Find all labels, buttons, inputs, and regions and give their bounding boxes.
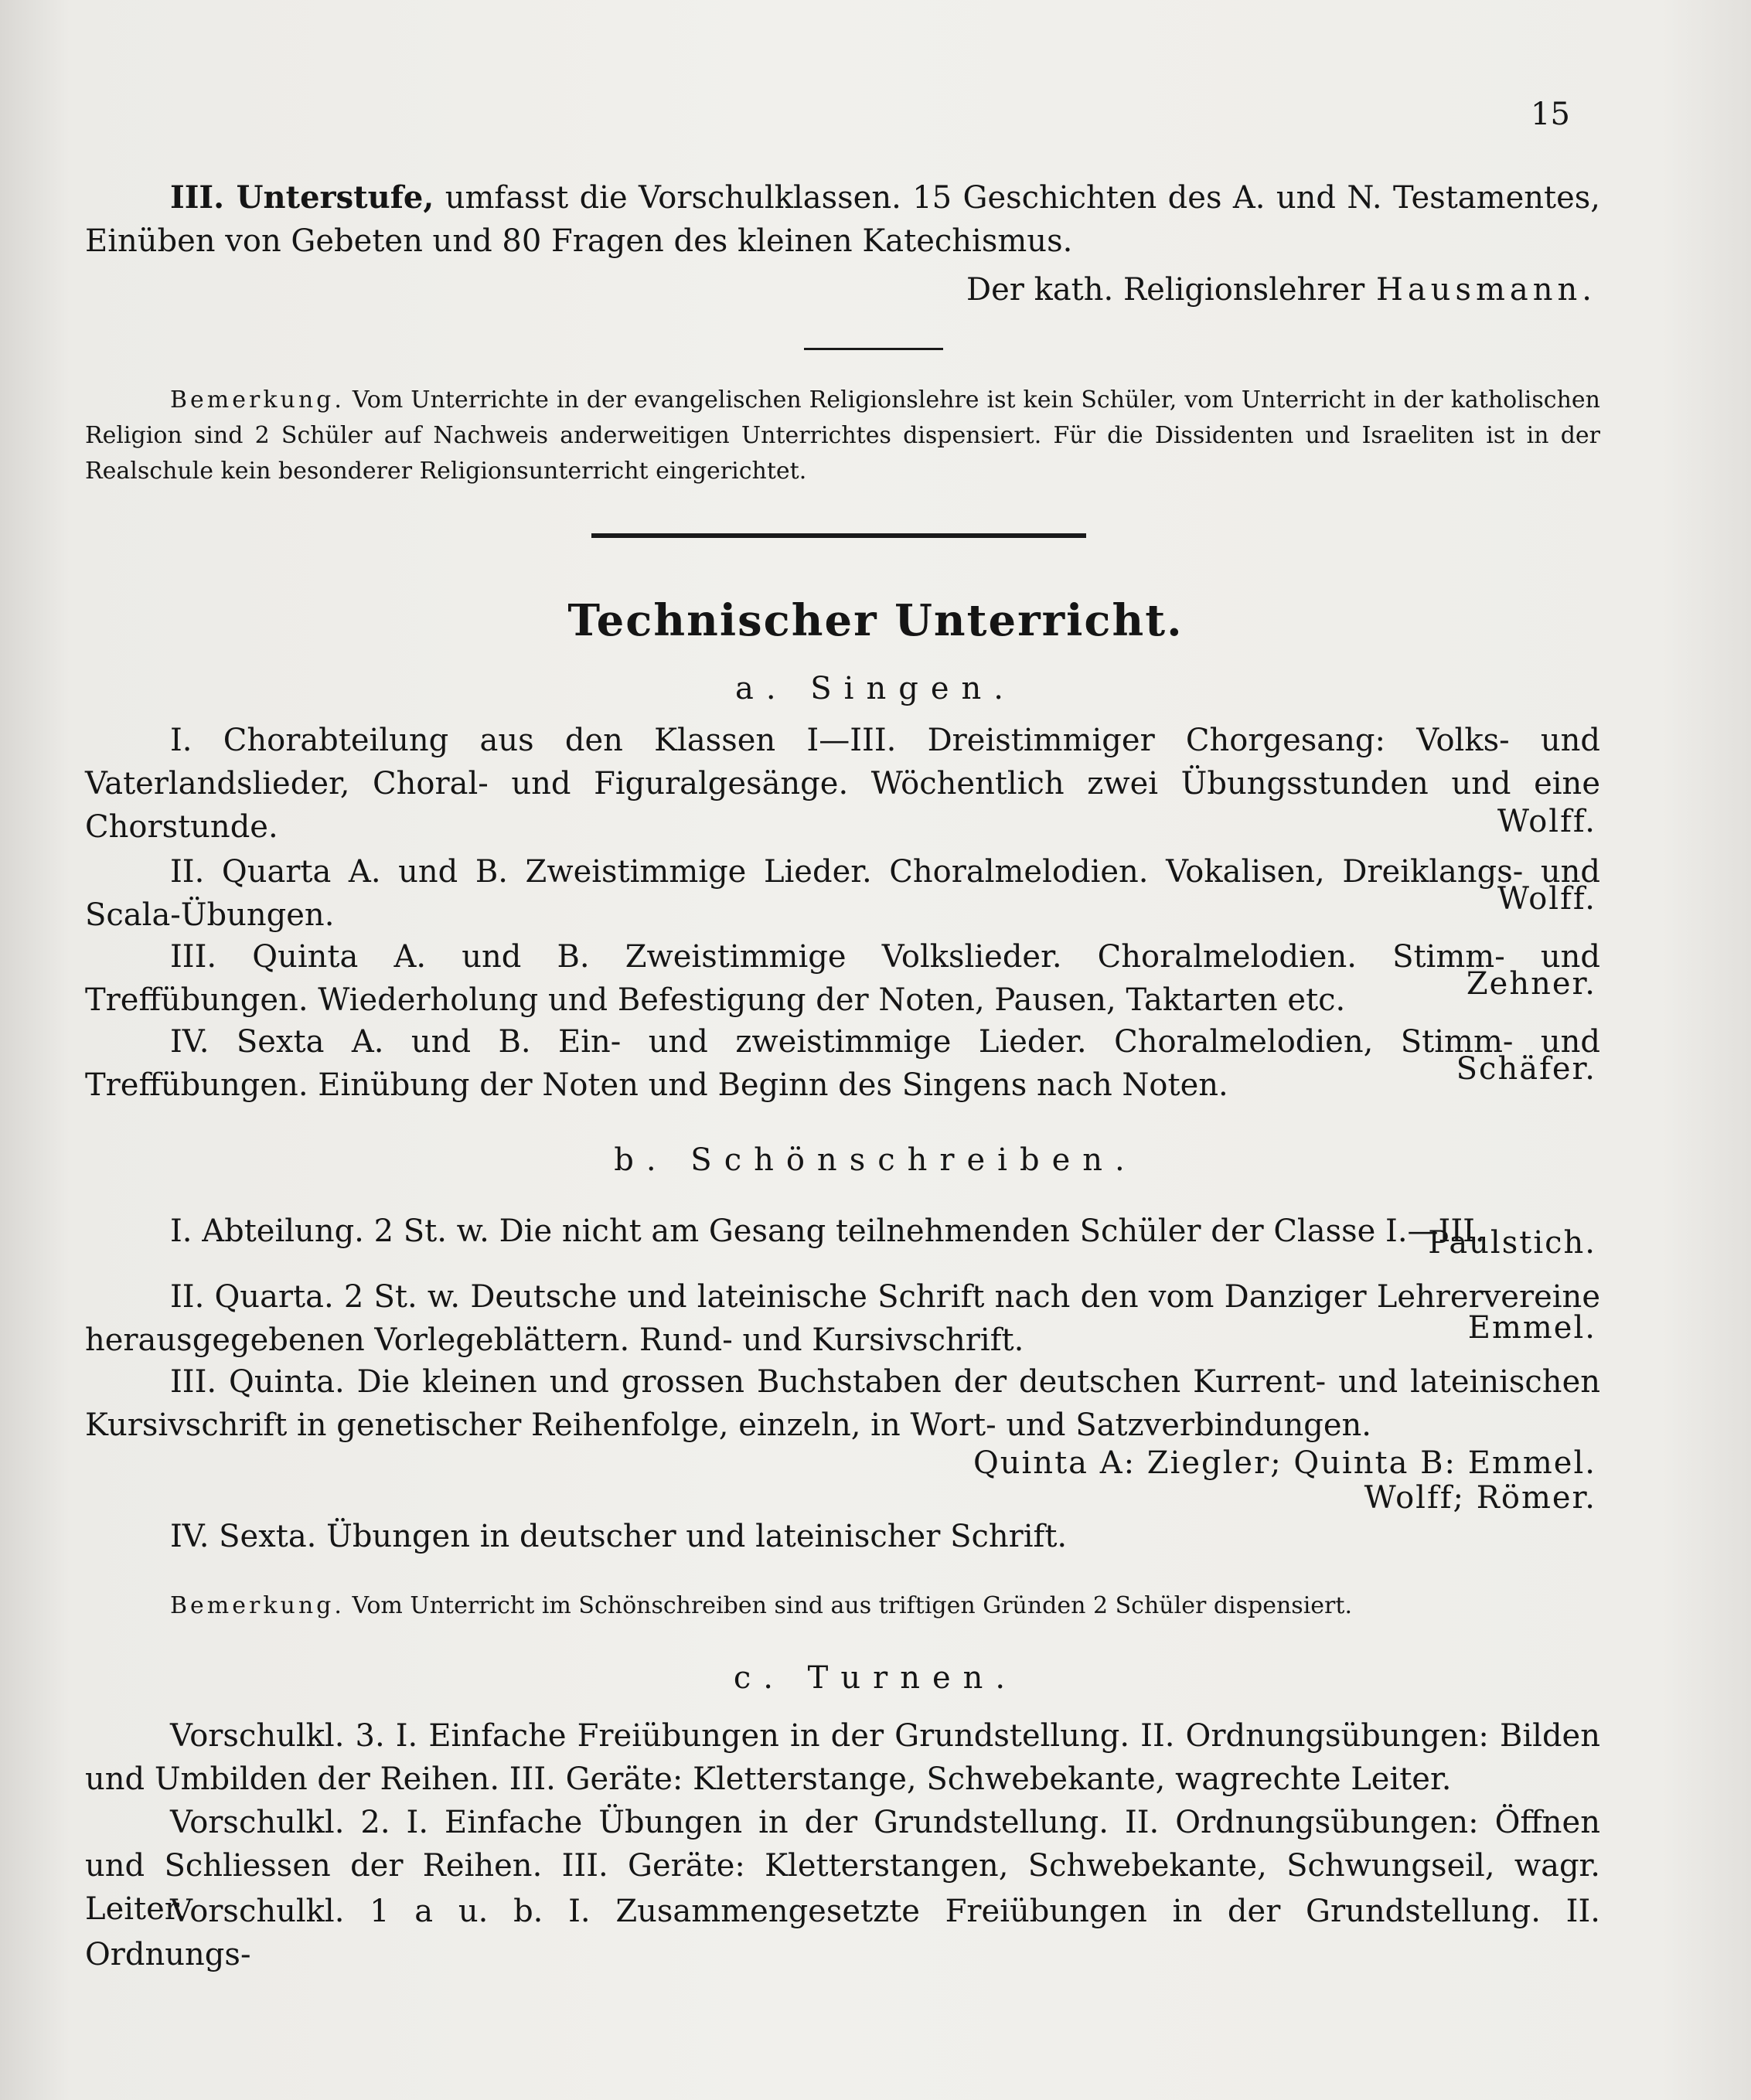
singen-teacher: Zehner. bbox=[1466, 966, 1596, 1002]
remark-text: Vom Unterrichte in der evangelischen Religionslehre ist kein Schüler, vom Unterricht in der katholischen Religion sind 2 Schüler auf Nachweis anderweitigen Unterrichtes dispensiert. Für die Dissidenten und Israeliten ist in der Realschule kein besonderer Religionsunterricht eingerichtet. bbox=[85, 386, 1600, 485]
remark-text: Vom Unterricht im Schönschreiben sind aus triftigen Gründen 2 Schüler dispensiert. bbox=[352, 1592, 1352, 1619]
remark-lead: Bemerkung. bbox=[170, 1592, 345, 1619]
schoenschreiben-item: I. Abteilung. 2 St. w. Die nicht am Gesang teilnehmenden Schüler der Classe I.—III. bbox=[170, 1213, 1485, 1249]
turnen-title: c. Turnen. bbox=[733, 1660, 1018, 1696]
religion-teacher-prefix: Der kath. Religionslehrer bbox=[966, 272, 1365, 308]
schoenschreiben-title: b. Schönschreiben. bbox=[614, 1142, 1137, 1178]
turnen-item: Vorschulkl. 1 a u. b. I. Zusammengesetzte Freiübungen in der Grundstellung. II. Ordnungs- bbox=[85, 1894, 1600, 1972]
page-number: 15 bbox=[1531, 97, 1570, 132]
religion-teacher-name: Hausmann. bbox=[1375, 272, 1596, 308]
schoenschreiben-item: II. Quarta. 2 St. w. Deutsche und lateinische Schrift nach den vom Danziger Lehrervereine herausgegebenen Vorlegeblättern. Rund- und Kursivschrift. bbox=[85, 1279, 1600, 1358]
singen-teacher: Schäfer. bbox=[1456, 1051, 1596, 1087]
section-heading: Technischer Unterricht. bbox=[567, 595, 1184, 646]
schoenschreiben-teacher: Quinta A: Ziegler; Quinta B: Emmel. bbox=[973, 1445, 1596, 1481]
singen-title: a. Singen. bbox=[735, 671, 1016, 706]
short-divider bbox=[804, 348, 943, 350]
religion-unterstufe-paragraph bbox=[85, 176, 1600, 263]
remark-lead: Bemerkung. bbox=[170, 386, 345, 414]
singen-item: I. Chorabteilung aus den Klassen I—III. Dreistimmiger Chorgesang: Volks- und Vaterlandslieder, Choral- und Figuralgesänge. Wöchentlich zwei Übungsstunden und eine Chorstunde. bbox=[85, 723, 1600, 845]
schoenschreiben-item: III. Quinta. Die kleinen und grossen Buchstaben der deutschen Kurrent- und lateinischen Kursivschrift in genetischer Reihenfolge, einzeln, in Wort- und Satzverbindungen. bbox=[85, 1364, 1600, 1443]
turnen-item: Vorschulkl. 2. I. Einfache Übungen in der Grundstellung. II. Ordnungsübungen: Öffnen und Schliessen der Reihen. III. Geräte: Kletterstangen, Schwebekante, Schwungseil, wagr. Leiter. bbox=[85, 1805, 1600, 1927]
religion-unterstufe-text: umfasst die Vorschulklassen. 15 Geschichten des A. und N. Testamentes, Einüben von Gebeten und 80 Fragen des kleinen Katechismus. bbox=[85, 180, 1601, 259]
schoenschreiben-teacher: Emmel. bbox=[1467, 1310, 1596, 1346]
schoenschreiben-teacher: Wolff; Römer. bbox=[1364, 1480, 1596, 1516]
schoenschreiben-item: IV. Sexta. Übungen in deutscher und lateinischer Schrift. bbox=[170, 1519, 1068, 1554]
religion-teacher-line bbox=[966, 272, 1596, 308]
religion-remark bbox=[85, 383, 1600, 489]
singen-item: II. Quarta A. und B. Zweistimmige Lieder. Choralmelodien. Vokalisen, Dreiklangs- und Scala-Übungen. bbox=[85, 854, 1600, 933]
section-divider bbox=[591, 533, 1086, 538]
singen-teacher: Wolff. bbox=[1497, 804, 1596, 839]
turnen-item: Vorschulkl. 3. I. Einfache Freiübungen in der Grundstellung. II. Ordnungsübungen: Bilden und Umbilden der Reihen. III. Geräte: Kletterstange, Schwebekante, wagrechte Leiter. bbox=[85, 1718, 1600, 1797]
schoenschreiben-remark bbox=[85, 1588, 1600, 1624]
singen-item: III. Quinta A. und B. Zweistimmige Volkslieder. Choralmelodien. Stimm- und Treffübungen. Wiederholung und Befestigung der Noten, Pausen, Taktarten etc. bbox=[85, 939, 1600, 1018]
singen-item: IV. Sexta A. und B. Ein- und zweistimmige Lieder. Choralmelodien, Stimm- und Treffübungen. Einübung der Noten und Beginn des Singens nach Noten. bbox=[85, 1024, 1600, 1103]
singen-teacher: Wolff. bbox=[1497, 881, 1596, 917]
schoenschreiben-teacher: Paulstich. bbox=[1428, 1225, 1596, 1261]
religion-unterstufe-label: III. Unterstufe, bbox=[170, 179, 434, 216]
